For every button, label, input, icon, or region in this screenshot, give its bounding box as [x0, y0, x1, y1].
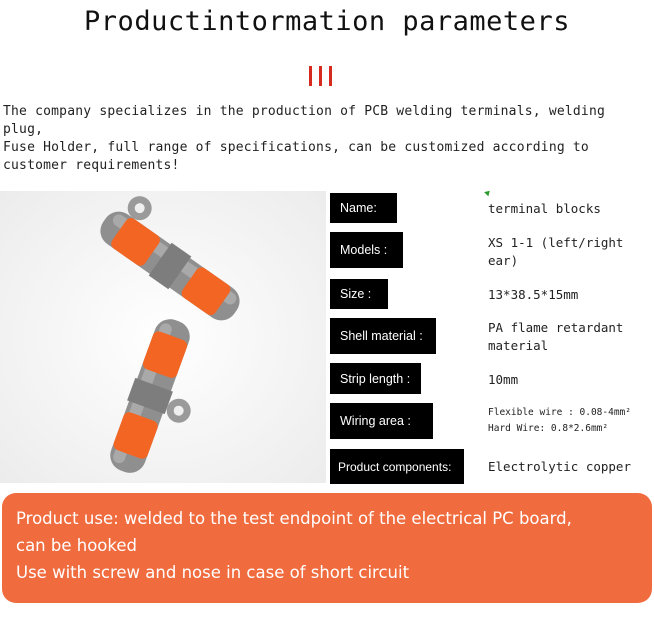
spec-value-name: terminal blocks: [488, 201, 601, 216]
spec-value-wiring-hard: Hard Wire: 0.8*2.6mm²: [488, 423, 609, 434]
spec-label-strip: Strip length :: [330, 363, 421, 394]
spec-value-models: XS 1-1 (left/right ear): [488, 235, 624, 268]
spec-value-size: 13*38.5*15mm: [488, 287, 579, 302]
page-title: Productintormation parameters: [84, 6, 570, 37]
product-use-line-3: Use with screw and nose in case of short circuit: [16, 563, 410, 582]
intro-text: The company specializes in the production of PCB welding terminals, welding plug, Fuse Holder, full range of specifications, can be customized according to customer requirements!: [3, 104, 605, 173]
product-use-line-2: can be hooked: [16, 536, 137, 555]
spec-value-strip: 10mm: [488, 372, 519, 387]
product-use-box: [2, 493, 652, 603]
terminal-blocks-photo: [0, 191, 326, 483]
green-mark-icon: [484, 189, 492, 197]
spec-label-shell: Shell material :: [330, 318, 436, 354]
spec-value-shell: PA flame retardant material: [488, 320, 624, 353]
product-use-line-1: Product use: welded to the test endpoint of the electrical PC board,: [16, 509, 572, 528]
spec-label-name: Name:: [330, 193, 397, 223]
spec-label-models: Models :: [330, 232, 403, 268]
spec-value-wiring-flexible: Flexible wire : 0.08-4mm²: [488, 407, 631, 418]
spec-label-size: Size :: [330, 279, 388, 309]
product-photo: [0, 191, 326, 483]
spec-label-wiring: Wiring area :: [330, 403, 433, 439]
decorative-bars: [309, 66, 335, 86]
spec-value-components: Electrolytic copper: [488, 459, 631, 474]
spec-label-components: Product components:: [330, 449, 464, 484]
